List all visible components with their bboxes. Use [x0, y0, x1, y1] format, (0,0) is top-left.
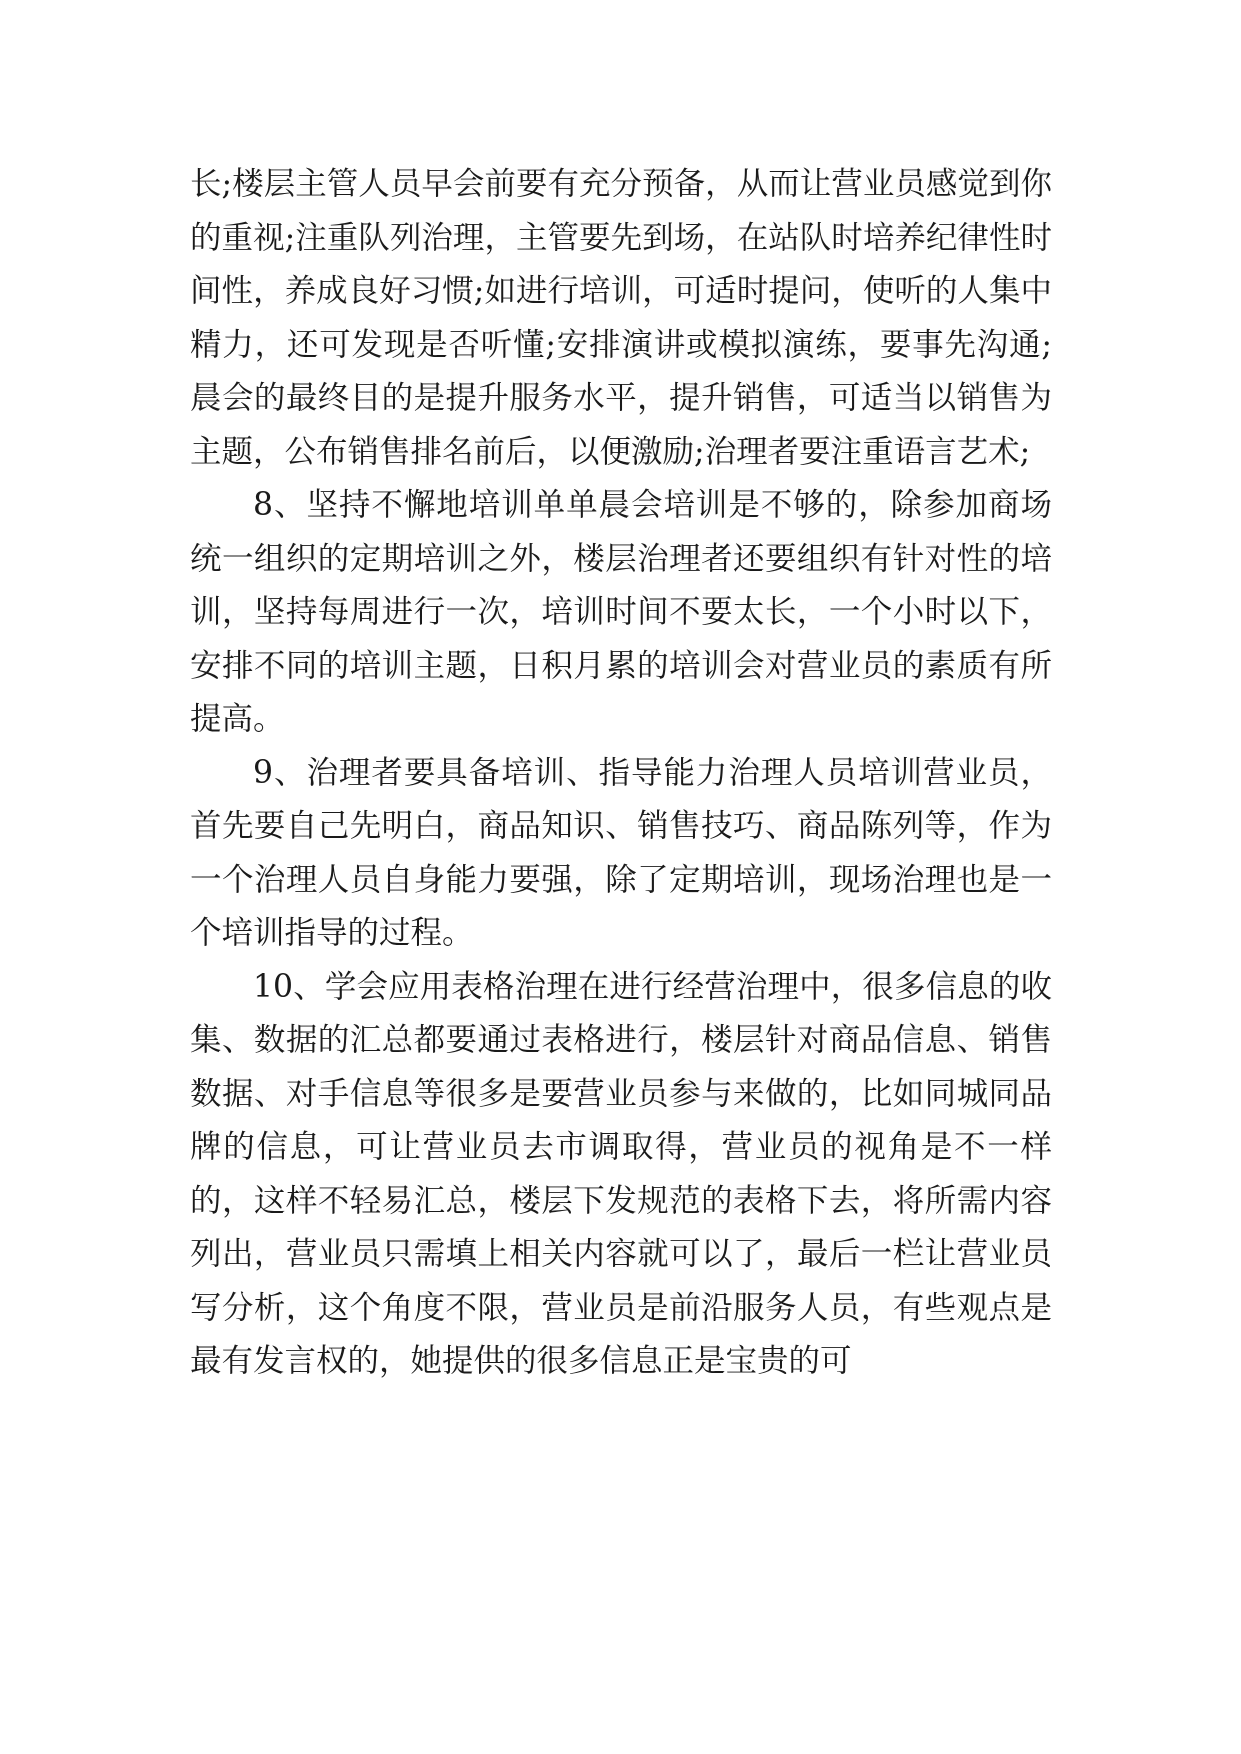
paragraph-item-8: 8、坚持不懈地培训单单晨会培训是不够的，除参加商场统一组织的定期培训之外，楼层治理者还要组织有针对性的培训，坚持每周进行一次，培训时间不要太长，一个小时以下，安排不同的培训主题，日积月累的培训会对营业员的素质有所提高。	[190, 487, 1052, 737]
paragraph-item-9: 9、治理者要具备培训、指导能力治理人员培训营业员，首先要自己先明白，商品知识、销售技巧、商品陈列等，作为一个治理人员自身能力要强，除了定期培训，现场治理也是一个培训指导的过程。	[190, 754, 1052, 951]
document-body	[190, 158, 1052, 1389]
paragraph-continued: 长;楼层主管人员早会前要有充分预备，从而让营业员感觉到你的重视;注重队列治理，主管要先到场，在站队时培养纪律性时间性，养成良好习惯;如进行培训，可适时提问，使听的人集中精力，还可发现是否听懂;安排演讲或模拟演练，要事先沟通;晨会的最终目的是提升服务水平，提升销售，可适当以销售为主题，公布销售排名前后，以便激励;治理者要注重语言艺术;	[190, 166, 1052, 470]
paragraph-item-10: 10、学会应用表格治理在进行经营治理中，很多信息的收集、数据的汇总都要通过表格进行，楼层针对商品信息、销售数据、对手信息等很多是要营业员参与来做的，比如同城同品牌的信息，可让营业员去市调取得，营业员的视角是不一样的，这样不轻易汇总，楼层下发规范的表格下去，将所需内容列出，营业员只需填上相关内容就可以了，最后一栏让营业员写分析，这个角度不限，营业员是前沿服务人员，有些观点是最有发言权的，她提供的很多信息正是宝贵的可	[190, 968, 1052, 1379]
